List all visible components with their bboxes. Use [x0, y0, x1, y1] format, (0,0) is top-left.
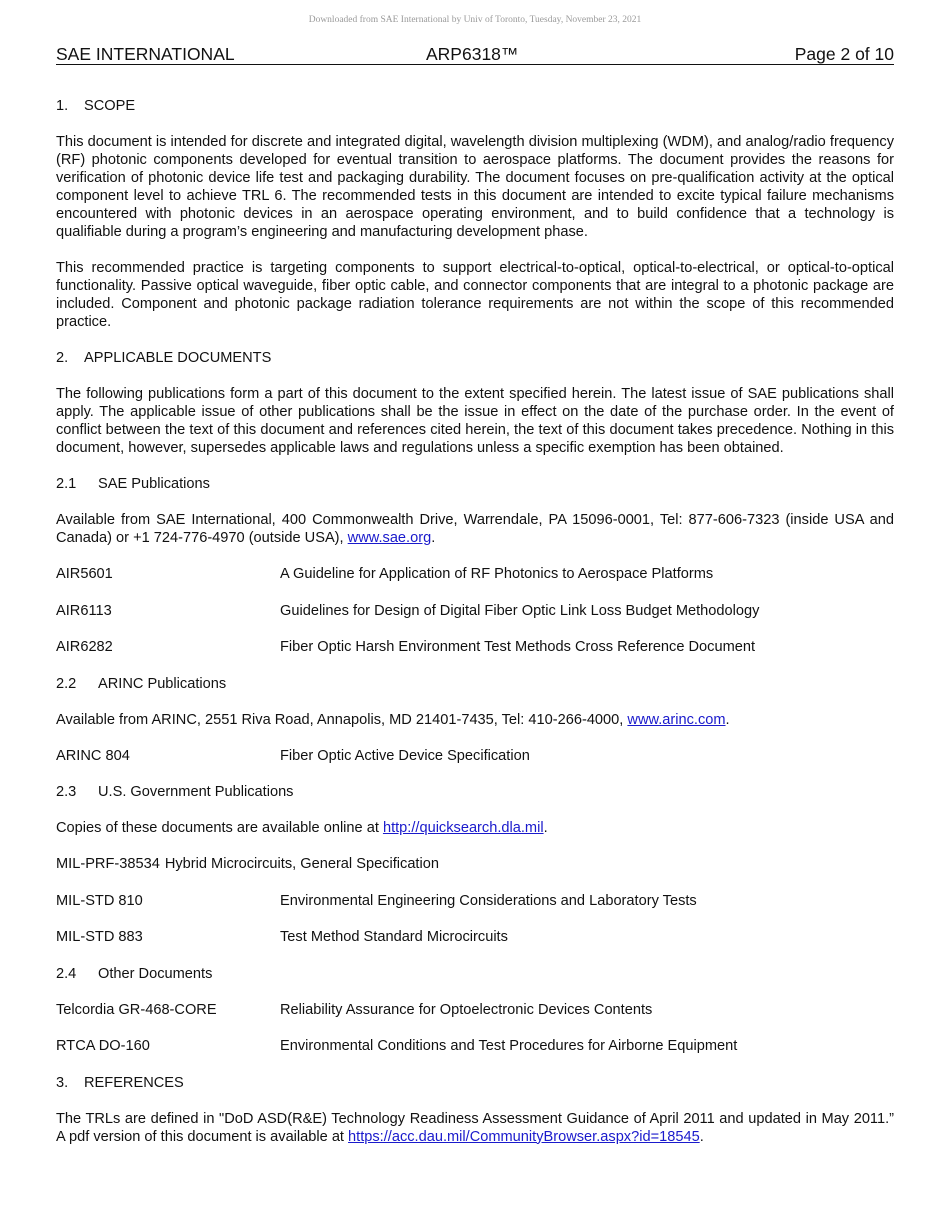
section-heading-scope: [56, 97, 894, 115]
reference-code: AIR6282: [56, 639, 113, 655]
reference-row: [56, 892, 894, 910]
quicksearch-link[interactable]: http://quicksearch.dla.mil: [382, 820, 544, 836]
document-body: [56, 97, 894, 1164]
scope-paragraph-1: This document is intended for discrete and integrated digital, wavelength division multiplexing (WDM), and analog/radio frequency (RF) photonic components developed for eventual transition to aerospace platforms. The document provides the reasons for verification of photonic device life test and packaging durability. The document focuses on pre-qualification activity at the optical component level to achieve TRL 6. The recommended tests in this document are intended to excite typical failure mechanisms encountered with photonic devices in an aerospace operating environment, and to build confidence that a technology is qualifiable during a program’s engineering and manufacturing development phase.: [56, 134, 894, 240]
sae-availability-end: .: [431, 530, 436, 546]
reference-code: ARINC 804: [56, 747, 130, 764]
reference-code: AIR6113: [56, 602, 112, 619]
reference-row: [56, 1001, 894, 1019]
references-text: The TRLs are defined in "DoD ASD(R&E) Technology Readiness Assessment Guidance of April 2011 and updated in May 2011.” A pdf version of this document is available at: [56, 1110, 894, 1145]
dau-link[interactable]: https://acc.dau.mil/CommunityBrowser.aspx?id=18545: [348, 1128, 700, 1145]
reference-row: [56, 747, 894, 765]
subsection-heading-sae: [56, 475, 894, 493]
subsection-title: Other Documents: [98, 965, 213, 982]
reference-title: Fiber Optic Active Device Specification: [280, 747, 530, 764]
reference-title: Environmental Conditions and Test Procedures for Airborne Equipment: [280, 1038, 738, 1054]
section-heading-applicable-documents: [56, 349, 894, 367]
subsection-number: 2.2: [56, 675, 77, 692]
header-org: SAE INTERNATIONAL: [56, 44, 235, 64]
reference-title: Guidelines for Design of Digital Fiber Optic Link Loss Budget Methodology: [280, 602, 760, 619]
reference-code: RTCA DO-160: [56, 1038, 150, 1054]
subsection-heading-arinc: [56, 675, 894, 693]
subsection-number: 2.4: [56, 965, 77, 982]
references-paragraph: [56, 1110, 894, 1146]
arinc-availability-text: Available from ARINC, 2551 Riva Road, Annapolis, MD 21401-7435, Tel: 410-266-4000,: [56, 711, 628, 728]
subsection-heading-other-documents: [56, 965, 894, 983]
subsection-number: 2.3: [56, 784, 77, 800]
page-header: [56, 44, 894, 65]
arinc-availability-end: .: [725, 711, 730, 728]
section-number: 2.: [56, 350, 69, 366]
applicable-paragraph: The following publications form a part of this document to the extent specified herein. The latest issue of SAE publications shall apply. The applicable issue of other publications shall be the issue in effect on the date of the purchase order. In the event of conflict between the text of this document and references cited herein, the text of this document takes precedence. Nothing in this document, however, supersedes applicable laws and regulations unless a specific exemption has been obtained.: [56, 386, 894, 456]
reference-code: MIL-STD 883: [56, 929, 143, 945]
reference-title: A Guideline for Application of RF Photonics to Aerospace Platforms: [280, 566, 714, 582]
usgov-availability-end: .: [543, 820, 548, 836]
reference-code: MIL-STD 810: [56, 892, 143, 909]
reference-code: MIL-PRF-38534: [56, 856, 160, 872]
reference-title: Environmental Engineering Considerations and Laboratory Tests: [280, 892, 697, 909]
reference-row: [56, 602, 894, 620]
subsection-title: U.S. Government Publications: [98, 784, 294, 800]
section-title: REFERENCES: [84, 1074, 184, 1091]
sae-link[interactable]: www.sae.org: [347, 530, 432, 546]
reference-title: Hybrid Microcircuits, General Specification: [164, 856, 439, 872]
download-watermark: Downloaded from SAE International by Univ of Toronto, Tuesday, November 23, 2021: [308, 15, 642, 25]
section-title: SCOPE: [84, 98, 136, 114]
reference-row: [56, 638, 894, 656]
reference-row: [56, 565, 894, 583]
reference-row: [56, 1037, 894, 1055]
reference-title: Fiber Optic Harsh Environment Test Methods Cross Reference Document: [280, 639, 756, 655]
scope-paragraph-2: This recommended practice is targeting components to support electrical-to-optical, optical-to-electrical, or optical-to-optical functionality. Passive optical waveguide, fiber optic cable, and connector components that are integral to a photonic package are included. Component and photonic package radiation tolerance requirements are not within the scope of this recommended practice.: [56, 260, 894, 330]
subsection-title: SAE Publications: [98, 476, 210, 492]
reference-code: Telcordia GR-468-CORE: [56, 1001, 217, 1018]
section-heading-references: [56, 1074, 894, 1092]
section-title: APPLICABLE DOCUMENTS: [84, 350, 272, 366]
reference-code: AIR5601: [56, 566, 113, 582]
reference-title: Test Method Standard Microcircuits: [280, 929, 508, 945]
arinc-availability: [56, 711, 894, 729]
subsection-title: ARINC Publications: [98, 675, 227, 692]
arinc-link[interactable]: www.arinc.com: [627, 711, 726, 728]
subsection-heading-us-government: [56, 783, 894, 801]
section-number: 3.: [56, 1074, 69, 1091]
header-doc-id: ARP6318™: [426, 44, 519, 64]
usgov-availability-text: Copies of these documents are available online at: [56, 820, 383, 836]
reference-title: Reliability Assurance for Optoelectronic Devices Contents: [280, 1001, 653, 1018]
sae-availability: [56, 511, 894, 547]
header-page-number: Page 2 of 10: [794, 44, 894, 64]
subsection-number: 2.1: [56, 476, 77, 492]
reference-row: [56, 855, 894, 873]
section-number: 1.: [56, 98, 69, 114]
sae-availability-text: Available from SAE International, 400 Commonwealth Drive, Warrendale, PA 15096-0001, Tel: 877-606-7323 (inside USA and Canada) or +1 724-776-4970 (outside USA),: [56, 512, 894, 546]
reference-row: [56, 928, 894, 946]
usgov-availability: [56, 819, 894, 837]
references-end: .: [699, 1128, 704, 1145]
